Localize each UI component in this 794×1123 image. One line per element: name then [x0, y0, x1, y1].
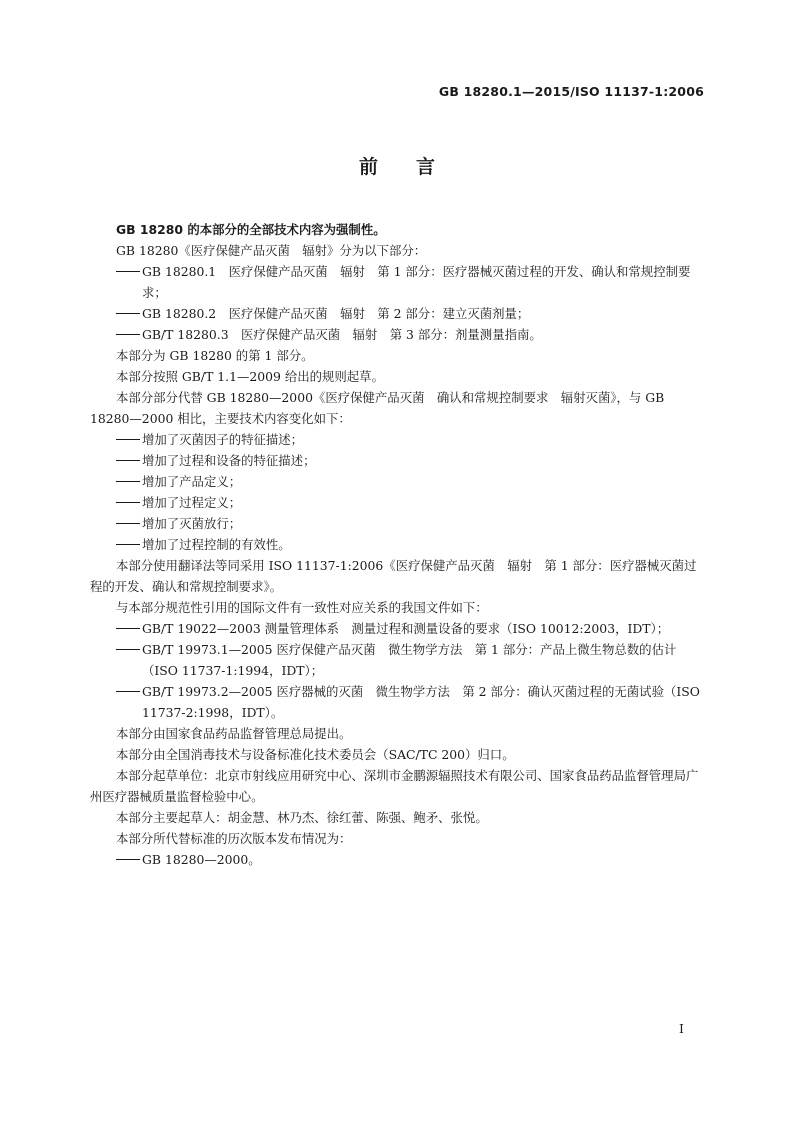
paragraph: 本部分由国家食品药品监督管理总局提出。 — [116, 726, 352, 741]
list-item — [90, 471, 706, 492]
list-item — [90, 639, 706, 681]
dash-marker — [116, 681, 142, 702]
list-item-text: 增加了产品定义； — [142, 474, 242, 489]
dash-marker — [116, 303, 142, 324]
dash-marker — [116, 534, 142, 555]
list-item — [90, 261, 706, 303]
list-item — [90, 534, 706, 555]
list-item-text: GB 18280—2000。 — [142, 852, 261, 867]
paragraph: 本部分所代替标准的历次版本发布情况为： — [116, 831, 352, 846]
paragraph: 本部分由全国消毒技术与设备标准化技术委员会（SAC/TC 200）归口。 — [116, 747, 515, 762]
page-number: I — [679, 1021, 684, 1036]
dash-marker — [116, 261, 142, 282]
list-item-text: 增加了灭菌放行； — [142, 516, 242, 531]
foreword-body — [90, 219, 706, 870]
list-item — [90, 450, 706, 471]
list-item — [90, 681, 706, 723]
list-item — [90, 618, 706, 639]
list-item-text: GB/T 19973.2—2005 医疗器械的灭菌 微生物学方法 第 2 部分：确认灭菌过程的无菌试验（ISO 11737-2:1998，IDT）。 — [142, 684, 700, 720]
dash-marker — [116, 639, 142, 660]
list-item — [90, 513, 706, 534]
standard-code: GB 18280.1—2015/ISO 11137-1:2006 — [438, 84, 704, 99]
paragraph: 本部分起草单位：北京市射线应用研究中心、深圳市金鹏源辐照技术有限公司、国家食品药品监督管理局广州医疗器械质量监督检验中心。 — [90, 768, 699, 804]
dash-marker — [116, 849, 142, 870]
list-item — [90, 303, 706, 324]
paragraph: 与本部分规范性引用的国际文件有一致性对应关系的我国文件如下： — [116, 600, 488, 615]
dash-marker — [116, 513, 142, 534]
list-item — [90, 324, 706, 345]
paragraph: 本部分按照 GB/T 1.1—2009 给出的规则起草。 — [116, 369, 384, 384]
paragraph: 本部分主要起草人：胡金慧、林乃杰、徐红蕾、陈强、鲍矛、张悦。 — [116, 810, 488, 825]
list-item-text: 增加了灭菌因子的特征描述； — [142, 432, 304, 447]
dash-marker — [116, 429, 142, 450]
list-item-text: GB 18280.2 医疗保健产品灭菌 辐射 第 2 部分：建立灭菌剂量； — [142, 306, 530, 321]
paragraph: GB 18280《医疗保健产品灭菌 辐射》分为以下部分： — [116, 243, 427, 258]
list-item-text: GB 18280.1 医疗保健产品灭菌 辐射 第 1 部分：医疗器械灭菌过程的开发、确认和常规控制要求； — [142, 264, 691, 300]
dash-marker — [116, 618, 142, 639]
paragraph: 本部分为 GB 18280 的第 1 部分。 — [116, 348, 314, 363]
list-item-text: 增加了过程和设备的特征描述； — [142, 453, 316, 468]
list-item — [90, 849, 706, 870]
dash-marker — [116, 450, 142, 471]
paragraph: 本部分部分代替 GB 18280—2000《医疗保健产品灭菌 确认和常规控制要求 辐射灭菌》，与 GB 18280—2000 相比，主要技术内容变化如下： — [90, 390, 665, 426]
list-item-text: GB/T 19973.1—2005 医疗保健产品灭菌 微生物学方法 第 1 部分：产品上微生物总数的估计（ISO 11737-1:1994，IDT）； — [142, 642, 677, 678]
list-item — [90, 429, 706, 450]
page-title: 前言 — [358, 156, 473, 178]
list-item-text: 增加了过程定义； — [142, 495, 242, 510]
list-item-text: GB/T 18280.3 医疗保健产品灭菌 辐射 第 3 部分：剂量测量指南。 — [142, 327, 542, 342]
dash-marker — [116, 492, 142, 513]
list-item — [90, 492, 706, 513]
list-item-text: GB/T 19022—2003 测量管理体系 测量过程和测量设备的要求（ISO 10012:2003，IDT）； — [142, 621, 670, 636]
paragraph: GB 18280 的本部分的全部技术内容为强制性。 — [116, 222, 386, 237]
dash-marker — [116, 324, 142, 345]
list-item-text: 增加了过程控制的有效性。 — [142, 537, 291, 552]
dash-marker — [116, 471, 142, 492]
paragraph: 本部分使用翻译法等同采用 ISO 11137-1:2006《医疗保健产品灭菌 辐射 第 1 部分：医疗器械灭菌过程的开发、确认和常规控制要求》。 — [90, 558, 697, 594]
